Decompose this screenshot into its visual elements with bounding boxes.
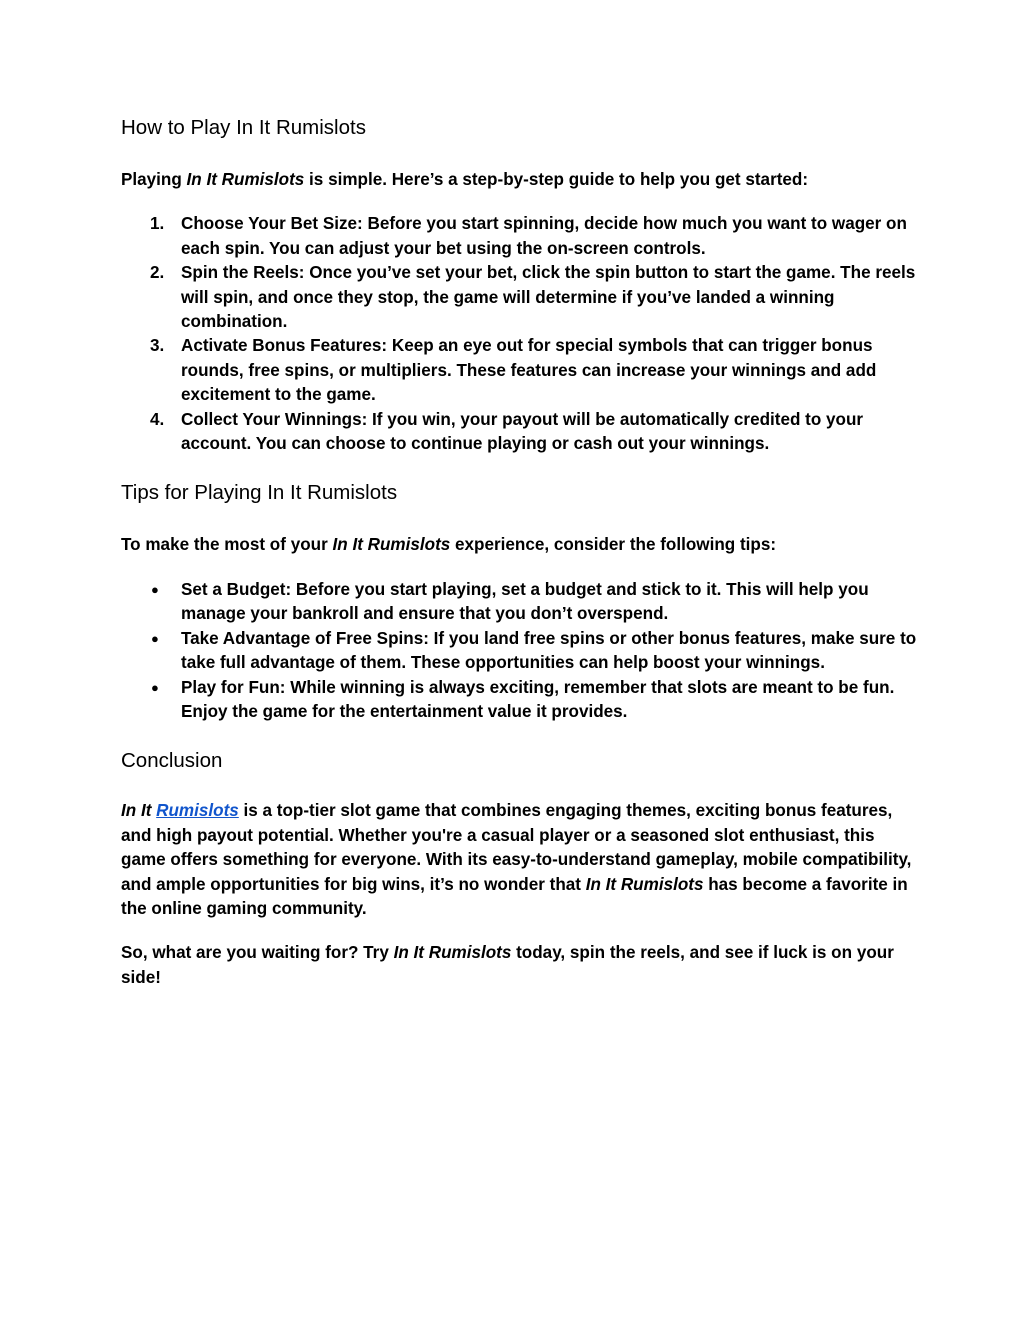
- closing-post: today, spin the reels, and see if luck is on your side!: [121, 943, 894, 987]
- conclusion-title-start: In It: [121, 801, 157, 821]
- how-to-intro: [121, 168, 921, 192]
- tip-text: Take Advantage of Free Spins: If you land free spins or other bonus features, make sure to take full advantage of them. These opportunities can help boost your winnings.: [181, 628, 917, 673]
- tip-item: [121, 627, 921, 676]
- step-item: [121, 408, 921, 457]
- closing-pre: So, what are you waiting for? Try: [121, 943, 394, 963]
- step-item: [121, 334, 921, 407]
- how-to-intro-post: is simple. Here’s a step-by-step guide to help you get started:: [304, 170, 809, 189]
- step-text: Spin the Reels: Once you’ve set your bet, click the spin button to start the game. The reels will spin, and once they stop, the game will determine if you’ve landed a winning combination.: [181, 263, 916, 332]
- step-number: 2.: [150, 263, 165, 283]
- conclusion-paragraph: [121, 799, 921, 921]
- tips-intro-title: In It Rumislots: [332, 535, 451, 555]
- tips-intro-post: experience, consider the following tips:: [450, 535, 777, 555]
- steps-list: [121, 212, 921, 456]
- closing-paragraph: [121, 941, 921, 990]
- bullet-icon: ●: [151, 630, 159, 646]
- tips-list: [121, 578, 921, 724]
- how-to-heading: How to Play In It Rumislots: [121, 116, 366, 139]
- how-to-intro-pre: Playing: [121, 170, 187, 189]
- conclusion-post: has become a favorite in the online gaming community.: [121, 874, 908, 918]
- step-text: Collect Your Winnings: If you win, your payout will be automatically credited to your account. You can choose to continue playing or cash out your winnings.: [181, 409, 864, 454]
- conclusion-title-end: In It Rumislots: [585, 874, 704, 894]
- tips-intro-pre: To make the most of your: [121, 535, 333, 555]
- step-text: Choose Your Bet Size: Before you start spinning, decide how much you want to wager on each spin. You can adjust your bet using the on-screen controls.: [181, 214, 907, 258]
- rumislots-link[interactable]: Rumislots: [156, 801, 239, 821]
- step-text: Activate Bonus Features: Keep an eye out for special symbols that can trigger bonus rounds, free spins, or multipliers. These features can increase your winnings and add excitement to the game.: [181, 336, 877, 405]
- conclusion-heading: Conclusion: [121, 749, 223, 773]
- tips-heading: Tips for Playing In It Rumislots: [121, 481, 398, 505]
- tip-text: Set a Budget: Before you start playing, set a budget and stick to it. This will help you manage your bankroll and ensure that you don’t overspend.: [181, 579, 869, 624]
- tip-item: [121, 578, 921, 627]
- step-number: 1.: [150, 214, 165, 234]
- bullet-icon: ●: [151, 581, 159, 597]
- step-item: [121, 261, 921, 334]
- step-item: [121, 212, 921, 261]
- step-number: 4.: [150, 409, 165, 429]
- closing-title: In It Rumislots: [393, 943, 512, 963]
- how-to-intro-title: In It Rumislots: [186, 170, 305, 189]
- tip-item: [121, 676, 921, 725]
- document-page: [121, 114, 921, 990]
- tip-text: Play for Fun: While winning is always exciting, remember that slots are meant to be fun. Enjoy the game for the entertainment value it provides.: [181, 677, 895, 721]
- conclusion-body: is a top-tier slot game that combines engaging themes, exciting bonus features, and high payout potential. Whether you're a casual player or a seasoned slot enthusiast, this game offers something for everyone. With its easy-to-understand gameplay, mobile compatibility, and ample opportunities for big wins, it’s no wonder that: [121, 801, 912, 894]
- bullet-icon: ●: [151, 679, 159, 695]
- step-number: 3.: [150, 336, 165, 356]
- tips-intro: [121, 533, 921, 557]
